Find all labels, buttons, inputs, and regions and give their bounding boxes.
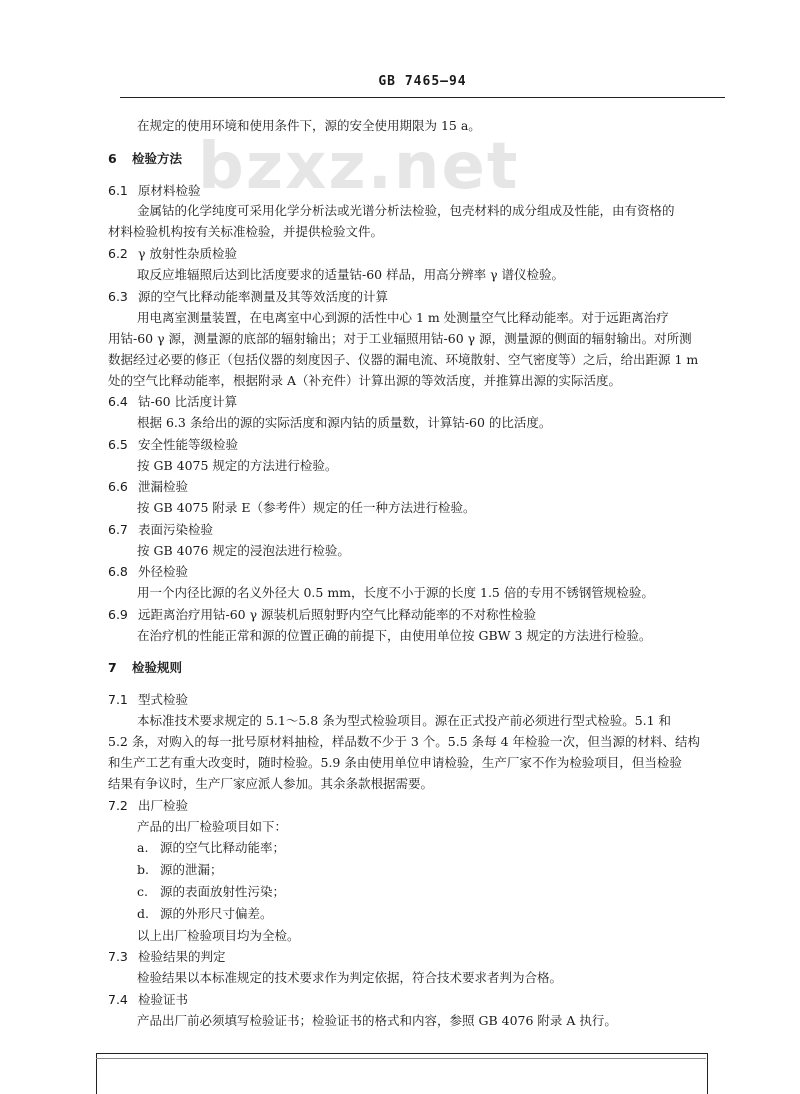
subsection-number: 6.4 [108,394,128,409]
paragraph-line: 处的空气比释动能率，根据附录 A（补充件）计算出源的等效活度，并推算出源的实际活度。 [108,373,622,388]
list-item-text: 源的泄漏； [160,862,223,877]
list-item [137,839,285,857]
paragraph-line: 检验结果以本标准规定的技术要求作为判定依据，符合技术要求者判为合格。 [137,970,563,985]
list-item-text: 源的外形尺寸偏差。 [160,906,273,921]
section-6-heading [108,150,182,168]
list-item-text: 源的表面放射性污染； [160,884,286,899]
paragraph-line: 按 GB 4075 附录 E（参考件）规定的任一种方法进行检验。 [137,500,476,515]
subsection-number: 7.3 [108,949,128,964]
subsection-6-6-heading [108,478,188,496]
subsection-number: 6.1 [108,183,128,198]
paragraph-line: 按 GB 4076 规定的浸泡法进行检验。 [137,543,350,558]
list-item [137,861,223,879]
subsection-title: 钴-60 比活度计算 [138,394,238,409]
list-item [137,883,285,901]
subsection-6-5-heading [108,436,238,454]
page-header-standard-code: GB 7465—94 [378,74,467,89]
paragraph-line: 在治疗机的性能正常和源的位置正确的前提下，由使用单位按 GBW 3 规定的方法进行检验。 [137,628,652,643]
subsection-title: 泄漏检验 [138,479,189,494]
subsection-6-3-heading [108,288,388,306]
subsection-6-9-heading [108,606,536,624]
subsection-number: 6.5 [108,437,128,452]
paragraph-line: 取反应堆辐照后达到比活度要求的适量钴-60 样品，用高分辨率 γ 谱仪检验。 [137,267,565,282]
section-number: 7 [108,660,117,675]
watermark: bzxz.net [198,130,520,204]
paragraph-line: 用电离室测量装置，在电离室中心到源的活性中心 1 m 处测量空气比释动能率。对于远距离治疗 [137,310,669,325]
paragraph-line: 按 GB 4075 规定的方法进行检验。 [137,458,338,473]
paragraph-line: 以上出厂检验项目均为全检。 [137,928,300,943]
subsection-title: 型式检验 [138,692,189,707]
list-item [137,905,273,923]
subsection-number: 6.7 [108,522,128,537]
paragraph-line: 产品出厂前必须填写检验证书；检验证书的格式和内容，参照 GB 4076 附录 A 执行。 [137,1013,617,1028]
subsection-number: 6.3 [108,289,128,304]
paragraph-line: 根据 6.3 条给出的源的实际活度和源内钴的质量数，计算钴-60 的比活度。 [137,415,552,430]
subsection-title: 远距离治疗用钴-60 γ 源装机后照射野内空气比释动能率的不对称性检验 [138,607,537,622]
paragraph-line: 用一个内径比源的名义外径大 0.5 mm，长度不小于源的长度 1.5 倍的专用不锈钢管规检验。 [137,585,654,600]
subsection-7-3-heading [108,948,226,966]
subsection-7-1-heading [108,691,188,709]
paragraph-line: 数据经过必要的修正（包括仪器的刻度因子、仪器的漏电流、环境散射、空气密度等）之后，给出距源 1 m [108,352,699,367]
list-marker: a. [137,840,149,855]
list-item-text: 源的空气比释动能率； [160,840,286,855]
subsection-title: 表面污染检验 [138,522,214,537]
paragraph-line: 用钴-60 γ 源，测量源的底部的辐射输出；对于工业辐照用钴-60 γ 源，测量源的侧面的辐射输出。对所测 [108,331,692,346]
subsection-number: 6.6 [108,479,128,494]
paragraph-line: 金属钴的化学纯度可采用化学分析法或光谱分析法检验，包壳材料的成分组成及性能，由有资格的 [137,203,675,218]
subsection-title: 检验结果的判定 [138,949,226,964]
intro-paragraph: 在规定的使用环境和使用条件下，源的安全使用期限为 15 a。 [137,118,481,133]
paragraph-line: 本标准技术要求规定的 5.1～5.8 条为型式检验项目。源在正式投产前必须进行型式检验。5.1 和 [137,713,672,728]
list-marker: b. [137,862,149,877]
subsection-title: 检验证书 [138,992,189,1007]
subsection-6-1-heading [108,182,201,200]
subsection-6-2-heading [108,245,237,263]
paragraph-line: 产品的出厂检验项目如下： [137,819,288,834]
subsection-title: 外径检验 [138,564,189,579]
subsection-7-4-heading [108,991,188,1009]
list-marker: c. [137,884,148,899]
subsection-number: 7.1 [108,692,128,707]
subsection-number: 6.9 [108,607,128,622]
subsection-6-8-heading [108,563,188,581]
subsection-title: 出厂检验 [138,798,189,813]
subsection-6-4-heading [108,393,237,411]
section-title: 检验方法 [132,151,183,166]
section-title: 检验规则 [132,660,183,675]
subsection-number: 6.8 [108,564,128,579]
subsection-title: 源的空气比释动能率测量及其等效活度的计算 [138,289,389,304]
subsection-title: 原材料检验 [138,183,201,198]
subsection-6-7-heading [108,521,213,539]
paragraph-line: 材料检验机构按有关标准检验，并提供检验文件。 [108,224,384,239]
list-marker: d. [137,906,149,921]
subsection-number: 7.4 [108,992,128,1007]
paragraph-line: 结果有争议时，生产厂家应派人参加。其余条款根据需要。 [108,776,434,791]
subsection-title: 安全性能等级检验 [138,437,239,452]
section-number: 6 [108,151,117,166]
paragraph-line: 5.2 条，对购入的每一批号原材料抽检，样品数不少于 3 个。5.5 条每 4 年检验一次，但当源的材料、结构 [108,734,701,749]
subsection-title: γ 放射性杂质检验 [138,246,237,261]
subsection-number: 6.2 [108,246,128,261]
paragraph-line: 和生产工艺有重大改变时，随时检验。5.9 条由使用单位申请检验，生产厂家不作为检验项目，但当检验 [108,755,682,770]
subsection-7-2-heading [108,797,188,815]
subsection-number: 7.2 [108,798,128,813]
section-7-heading [108,659,182,677]
